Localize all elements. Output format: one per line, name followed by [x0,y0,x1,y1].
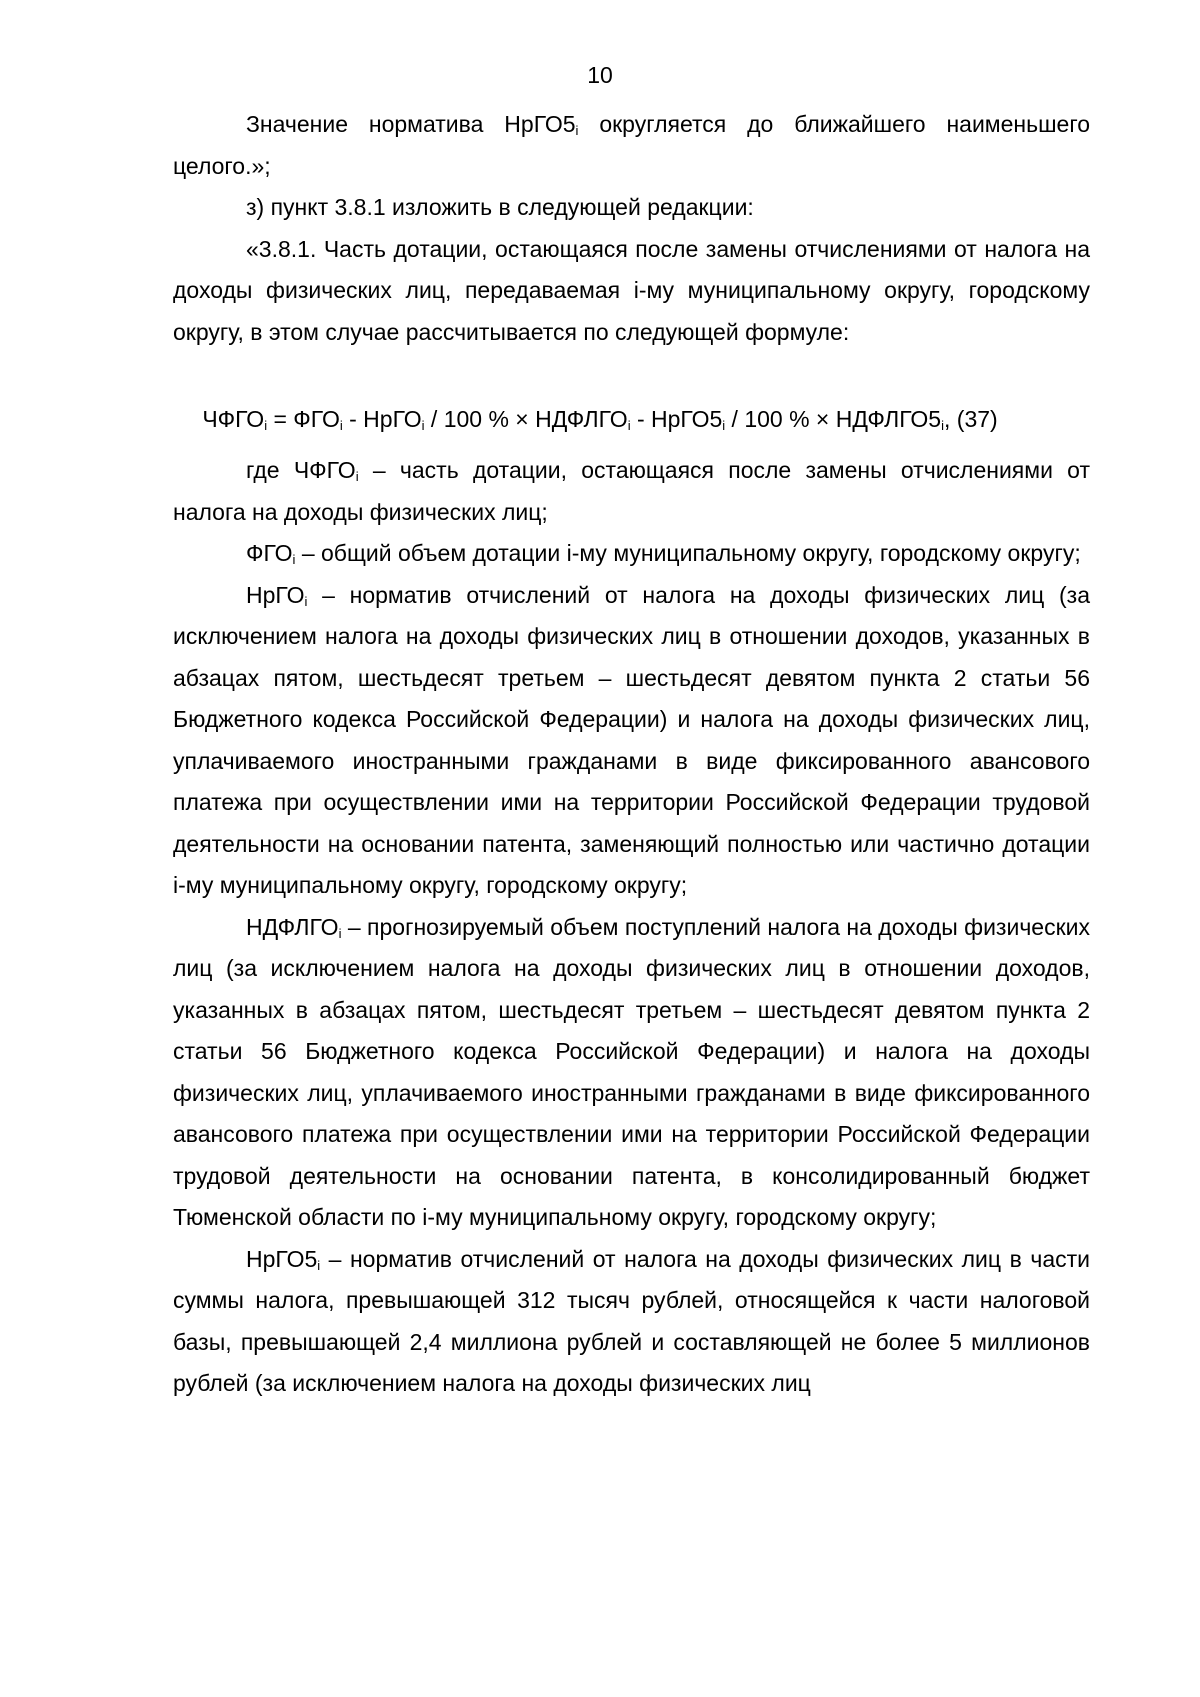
paragraph-rounding-note: Значение норматива $НрГО5_i$ округляется до ближайшего наименьшего целого.»; [173,111,1091,179]
paragraph-3-8-1: «3.8.1. Часть дотации, остающаяся после замены отчислениями от налога на доходы физических лиц, передаваемая i-му муниципальному округу, городскому округу, в этом случае рассчитывается по следующей формуле: [173,235,1090,345]
text-block-definitions [173,450,1090,1405]
text-block-top [173,104,1090,353]
page-number: 10 [587,62,613,88]
definition-fgo: $ФГО_i$ – общий объем дотации i-му муниципальному округу, городскому округу; [246,540,1081,567]
definition-ndflgo: $НДФЛГО_i$ – прогнозируемый объем поступлений налога на доходы физических лиц (за исключением налога на доходы физических лиц в отношении доходов, указанных в абзацах пятом, шестьдесят третьем – шестьдесят девятом пункта 2 статьи 56 Бюджетного кодекса Российской Федерации) и налога на доходы физических лиц, уплачиваемого иностранными гражданами в виде фиксированного авансового платежа при осуществлении ими на территории Российской Федерации трудовой деятельности на основании патента, в консолидированный бюджет Тюменской области по i-му муниципальному округу, городскому округу; [173,913,1090,1230]
definition-chfgo: где $ЧФГО_i$ – часть дотации, остающаяся после замены отчислениями от налога на доходы физических лиц; [173,457,1091,525]
paragraph-amendment-intro: з) пункт 3.8.1 изложить в следующей редакции: [246,194,754,220]
definition-nrgo5: $НрГО5_i$ – норматив отчислений от налога на доходы физических лиц в части суммы налога, превышающей 312 тысяч рублей, относящейся к части налоговой базы, превышающей 2,4 миллиона рублей и составляющей не более 5 миллионов рублей (за исключением налога на доходы физических лиц [173,1245,1090,1396]
definition-nrgo: НрГО$_i$ – норматив отчислений от налога на доходы физических лиц (за исключением налога на доходы физических лиц в отношении доходов, указанных в абзацах пятом, шестьдесят третьем – шестьдесят девятом пункта 2 статьи 56 Бюджетного кодекса Российской Федерации) и налога на доходы физических лиц, уплачиваемого иностранными гражданами в виде фиксированного авансового платежа при осуществлении ими на территории Российской Федерации трудовой деятельности на основании патента, заменяющий полностью или частично дотации i-му муниципальному округу, городскому округу; [173,581,1090,898]
formula-37: $ЧФГО_i = ФГО_i$ - НрГО$_i$ / 100 % × $НДФЛГО_i$ - $НрГО5_i / 100$ % × $НДФЛГО5_i$, (37) [202,406,998,433]
